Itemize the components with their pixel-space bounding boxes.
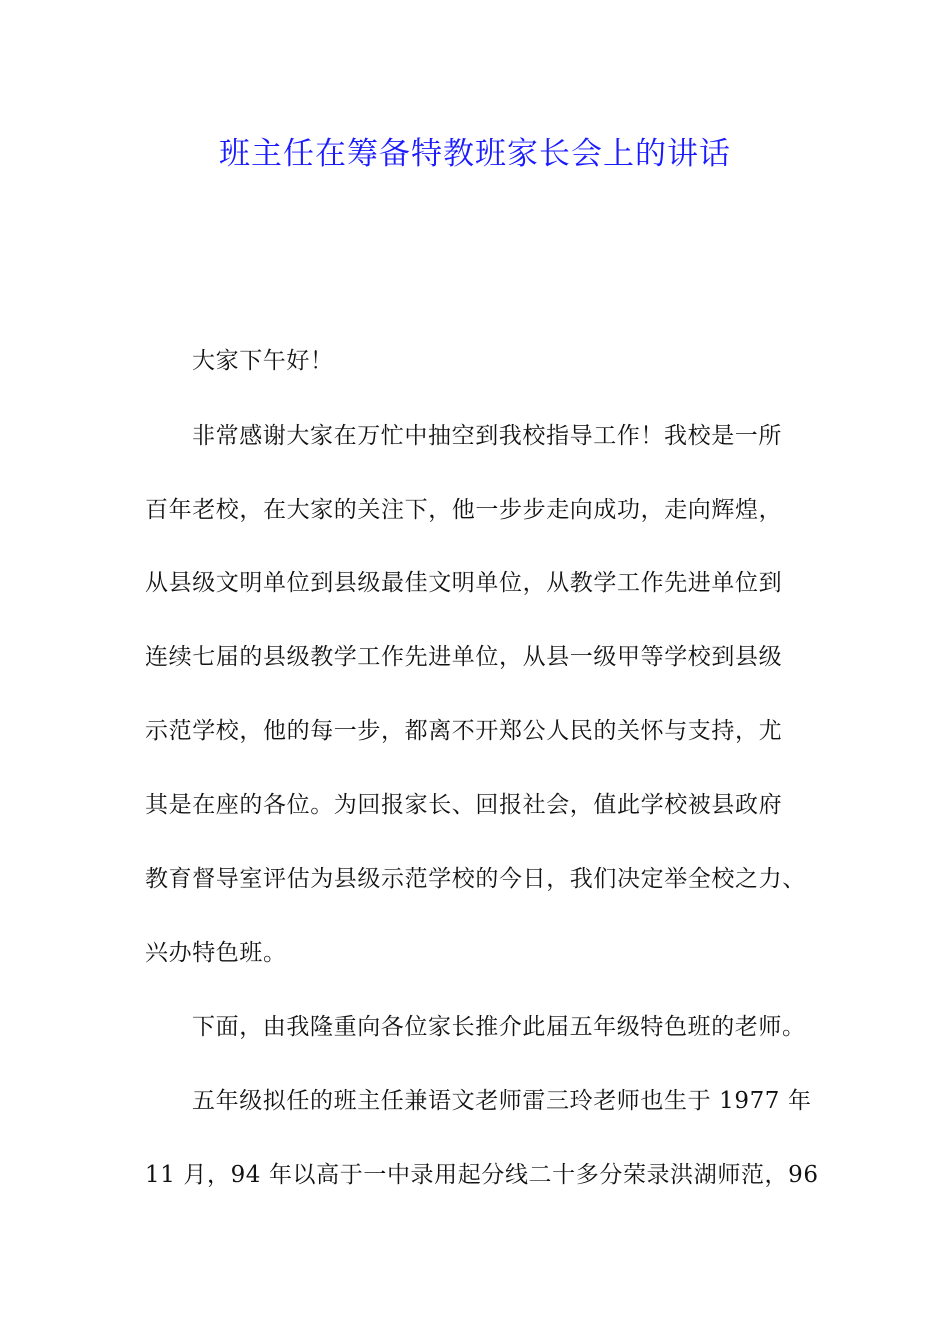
paragraph-1-line-8: 兴办特色班。: [145, 940, 287, 966]
paragraph-2-line-1: 下面，由我隆重向各位家长推介此届五年级特色班的老师。: [192, 1014, 806, 1040]
paragraph-3-line-1: 五年级拟任的班主任兼语文老师雷三玲老师也生于 1977 年: [192, 1088, 812, 1114]
greeting-line: 大家下午好！: [192, 348, 334, 374]
paragraph-1-line-2: 百年老校，在大家的关注下，他一步步走向成功，走向辉煌，: [145, 497, 783, 523]
paragraph-1-line-5: 示范学校，他的每一步，都离不开郑公人民的关怀与支持，尤: [145, 718, 783, 744]
document-title: 班主任在筹备特教班家长会上的讲话: [219, 136, 731, 172]
paragraph-1-line-7: 教育督导室评估为县级示范学校的今日，我们决定举全校之力、: [145, 866, 806, 892]
paragraph-1-line-4: 连续七届的县级教学工作先进单位，从县一级甲等学校到县级: [145, 644, 783, 670]
paragraph-1-line-3: 从县级文明单位到县级最佳文明单位，从教学工作先进单位到: [145, 570, 783, 596]
paragraph-1-line-1: 非常感谢大家在万忙中抽空到我校指导工作！我校是一所: [192, 423, 782, 449]
paragraph-1-line-6: 其是在座的各位。为回报家长、回报社会，值此学校被县政府: [145, 792, 783, 818]
paragraph-3-line-2: 11 月，94 年以高于一中录用起分线二十多分荣录洪湖师范，96: [145, 1162, 819, 1188]
